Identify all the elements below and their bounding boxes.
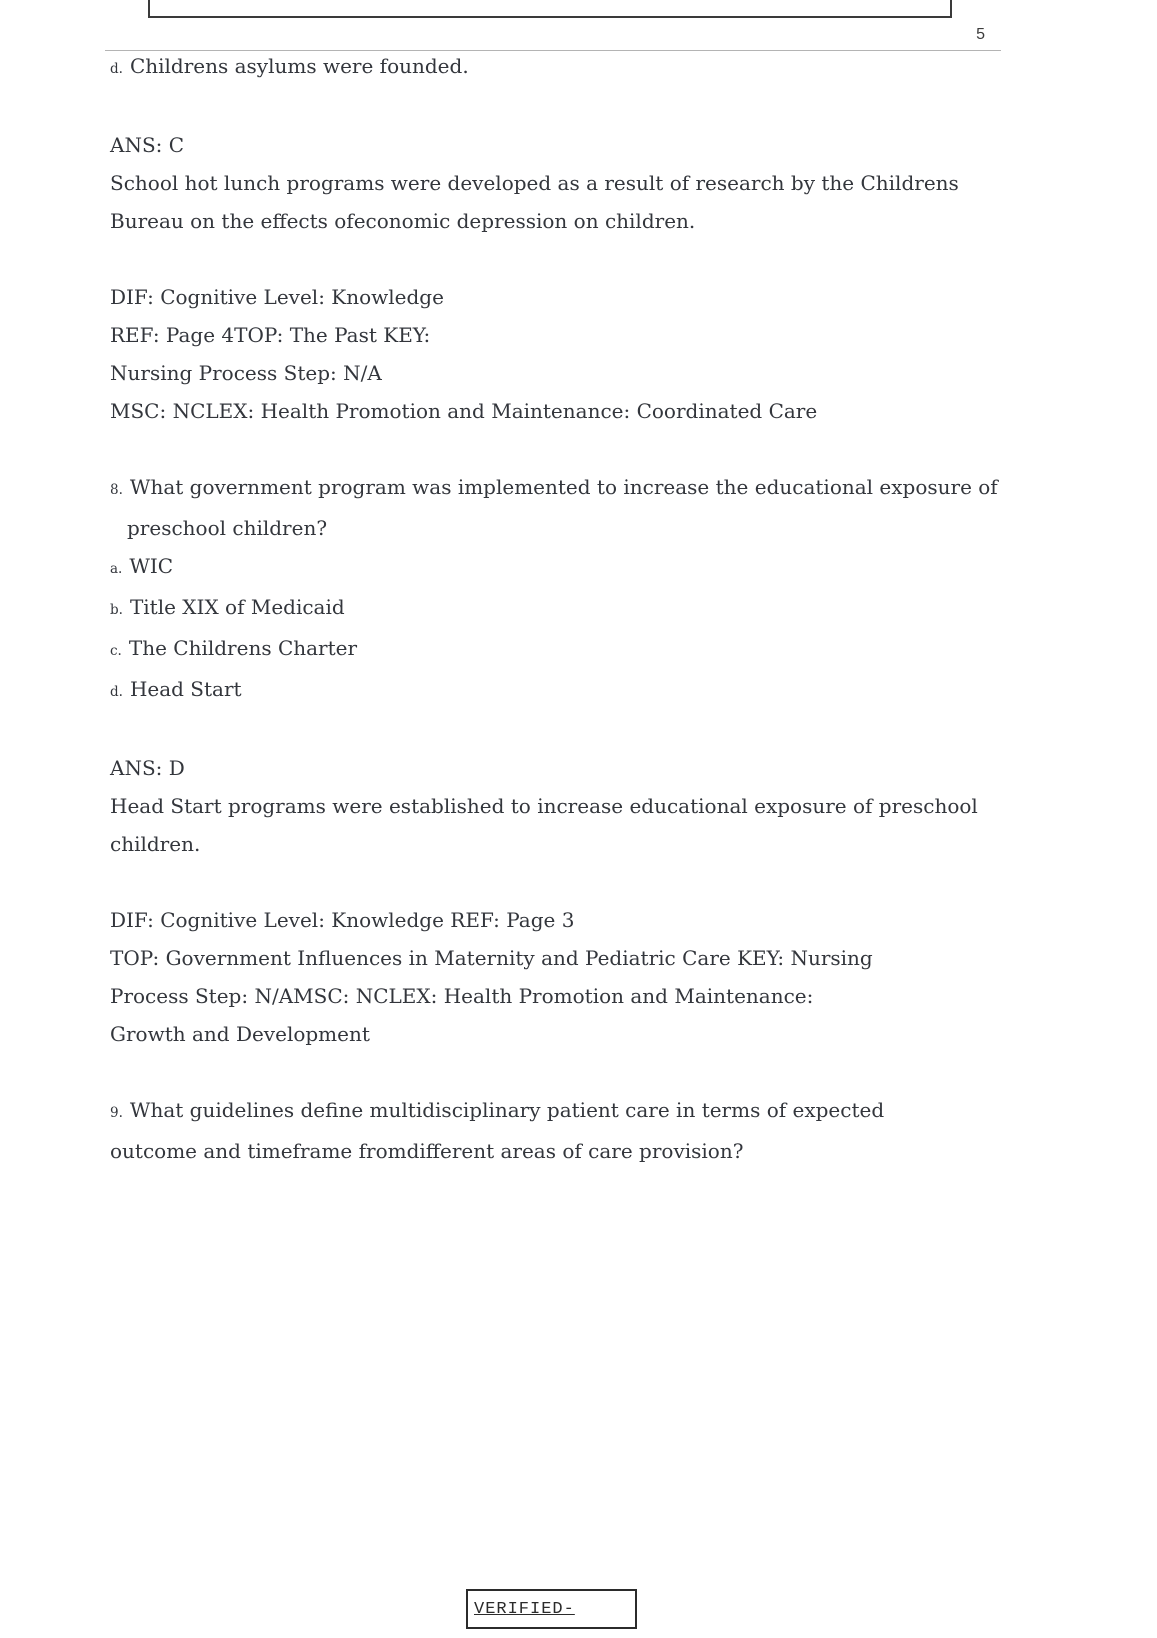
meta-line: Process Step: N/AMSC: NCLEX: Health Promotion and Maintenance: — [110, 984, 814, 1008]
option-item — [110, 629, 1000, 670]
meta-line: TOP: Government Influences in Maternity and Pediatric Care KEY: Nursing — [110, 946, 873, 970]
option-text: Head Start — [129, 677, 242, 701]
meta-line: DIF: Cognitive Level: Knowledge REF: Page 3 — [110, 908, 575, 932]
option-marker: c. — [110, 643, 122, 659]
prev-option-d — [110, 47, 1000, 88]
option-text: The Childrens Charter — [128, 636, 358, 660]
rationale-line: Head Start programs were established to increase educational exposure of preschool — [110, 794, 978, 818]
option-item — [110, 670, 1000, 711]
meta-line: MSC: NCLEX: Health Promotion and Maintenance: Coordinated Care — [110, 399, 818, 423]
option-text: WIC — [129, 554, 174, 578]
question-line — [110, 468, 1000, 509]
question-number: 8. — [110, 482, 123, 498]
option-marker: d. — [110, 61, 123, 77]
answer-label: ANS: D — [110, 756, 185, 780]
verified-stamp — [466, 1589, 637, 1629]
option-marker: d. — [110, 684, 123, 700]
verified-label: VERIFIED- — [474, 1599, 575, 1619]
option-marker: a. — [110, 561, 123, 577]
document-content — [110, 47, 1000, 1170]
meta-line: DIF: Cognitive Level: Knowledge — [110, 285, 444, 309]
option-item — [110, 547, 1000, 588]
question-8 — [110, 468, 1000, 711]
top-partial-box — [148, 0, 952, 18]
option-marker: b. — [110, 602, 123, 618]
meta-line: Growth and Development — [110, 1022, 370, 1046]
answer-label: ANS: C — [110, 133, 185, 157]
blank-line — [110, 430, 1000, 468]
question-9 — [110, 1091, 1000, 1170]
question-text: What government program was implemented to increase the educational exposure of — [129, 475, 998, 499]
option-text: Childrens asylums were founded. — [129, 54, 469, 78]
question-line — [110, 1091, 1000, 1132]
question-text: What guidelines define multidisciplinary patient care in terms of expected — [129, 1098, 885, 1122]
question-line: preschool children? — [127, 516, 328, 540]
meta-line: Nursing Process Step: N/A — [110, 361, 382, 385]
blank-line — [110, 711, 1000, 749]
option-item — [110, 588, 1000, 629]
rationale-line: Bureau on the effects ofeconomic depression on children. — [110, 209, 696, 233]
page-number: 5 — [976, 26, 985, 43]
blank-line — [110, 88, 1000, 126]
blank-line — [110, 240, 1000, 278]
meta-line: REF: Page 4TOP: The Past KEY: — [110, 323, 431, 347]
question-number: 9. — [110, 1105, 123, 1121]
blank-line — [110, 863, 1000, 901]
blank-line — [110, 1053, 1000, 1091]
rationale-line: children. — [110, 832, 201, 856]
question-line: outcome and timeframe fromdifferent areas of care provision? — [110, 1139, 744, 1163]
rationale-line: School hot lunch programs were developed as a result of research by the Childrens — [110, 171, 959, 195]
option-text: Title XIX of Medicaid — [129, 595, 345, 619]
